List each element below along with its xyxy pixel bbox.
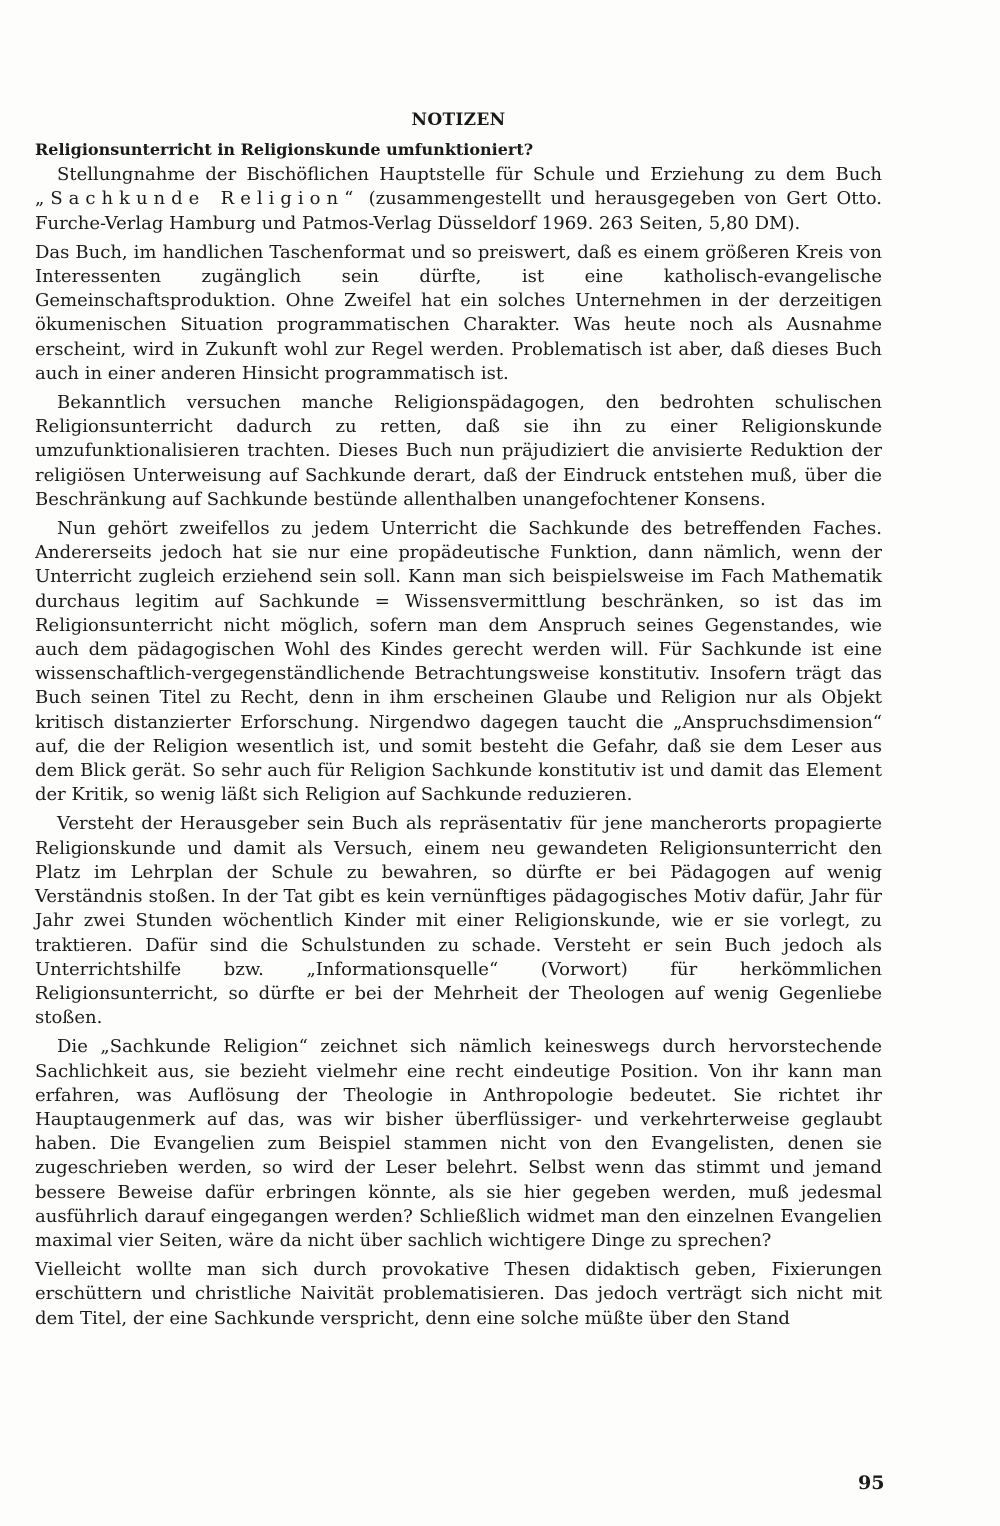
paragraph-6: Vielleicht wollte man sich durch provokative Thesen didaktisch geben, Fixierungen erschüttern und christliche Naivität problematisieren. Das jedoch verträgt sich nicht mit dem Titel, der eine Sachkunde verspricht, denn eine solche müßte über den Stand xyxy=(35,1259,882,1329)
paragraph-2: Bekanntlich versuchen manche Religionspädagogen, den bedrohten schulischen Religionsunterricht dadurch zu retten, daß sie ihn zu einer Religionskunde umzufunktionalisieren trachten. Dieses Buch nun präjudiziert die anvisierte Reduktion der religiösen Unterweisung auf Sachkunde derart, daß der Eindruck entstehen muß, über die Beschränkung auf Sachkunde bestünde allenthalben unangefochtener Konsens. xyxy=(35,392,882,510)
paragraph-1: Das Buch, im handlichen Taschenformat und so preiswert, daß es einem größeren Kreis von Interessenten zugänglich sein dürfte, ist eine katholisch-evangelische Gemeinschaftsproduktion. Ohne Zweifel hat ein solches Unternehmen in der derzeitigen ökumenischen Situation programmatischen Charakter. Was heute noch als Ausnahme erscheint, wird in Zukunft wohl zur Regel werden. Problematisch ist aber, daß dieses Buch auch in einer anderen Hinsicht programmatisch ist. xyxy=(35,241,882,384)
article-title: Religionsunterricht in Religionskunde umfunktioniert? xyxy=(35,140,534,160)
paragraph-3: Nun gehört zweifellos zu jedem Unterricht die Sachkunde des betreffenden Faches. Andererseits jedoch hat sie nur eine propädeutische Funktion, dann nämlich, wenn der Unterricht zugleich erziehend sein soll. Kann man sich beispielsweise im Fach Mathematik durchaus legitim auf Sachkunde = Wissensvermittlung beschränken, so ist das im Religionsunterricht nicht möglich, sofern man dem Anspruch seines Gegenstandes, wie auch dem pädagogischen Wohl des Kindes gerecht werden will. Für Sachkunde ist eine wissenschaftlich-vergegenständlichende Betrachtungsweise konstitutiv. Insofern trägt das Buch seinen Titel zu Recht, denn in ihm erscheinen Glaube und Religion nur als Objekt kritisch distanzierter Erforschung. Nirgendwo dagegen taucht die „Anspruchsdimension“ auf, die der Religion wesentlich ist, und somit besteht die Gefahr, daß sie dem Leser aus dem Blick gerät. So sehr auch für Religion Sachkunde konstitutiv ist und damit das Element der Kritik, so wenig läßt sich Religion auf Sachkunde reduzieren. xyxy=(35,518,882,806)
paragraph-4: Versteht der Herausgeber sein Buch als repräsentativ für jene mancherorts propagierte Religionskunde und damit als Versuch, einem neu gewandeten Religionsunterricht den Platz im Lehrplan der Schule zu bewahren, so dürfte er bei Pädagogen auf wenig Verständnis stoßen. In der Tat gibt es kein vernünftiges pädagogisches Motiv dafür, Jahr für Jahr zwei Stunden wöchentlich Kinder mit einer Religionskunde, wie er sie vorlegt, zu traktieren. Dafür sind die Schulstunden zu schade. Versteht er sein Buch jedoch als Unterrichtshilfe bzw. „Informationsquelle“ (Vorwort) für herkömmlichen Religionsunterricht, so dürfte er bei der Mehrheit der Theologen auf wenig Gegenliebe stoßen. xyxy=(35,813,882,1029)
intro-lead: Stellungnahme der Bischöflichen Hauptstelle für Schule und Erziehung zu dem Buch xyxy=(57,164,882,186)
book-title: „Sachkunde Religion“ xyxy=(35,188,360,210)
paragraph-5: Die „Sachkunde Religion“ zeichnet sich nämlich keineswegs durch hervorstechende Sachlichkeit aus, sie bezieht vielmehr eine recht eindeutige Position. Von ihr kann man erfahren, was Auflösung der Theologie in Anthropologie bedeutet. Sie richtet ihr Hauptaugenmerk auf das, was wir bisher überflüssiger- und verkehrterweise geglaubt haben. Die Evangelien zum Beispiel stammen nicht von den Evangelisten, denen sie zugeschrieben werden, so wird der Leser belehrt. Selbst wenn das stimmt und jemand bessere Beweise dafür erbringen könnte, als sie hier gegeben werden, muß jedesmal ausführlich darauf eingegangen werden? Schließlich widmet man den einzelnen Evangelien maximal vier Seiten, wäre da nicht über sachlich wichtigere Dinge zu sprechen? xyxy=(35,1036,882,1251)
page-content xyxy=(35,108,882,1336)
page-number: 95 xyxy=(858,1472,885,1494)
section-heading: NOTIZEN xyxy=(411,110,506,130)
intro-rest: (zusammengestellt und herausgegeben von Gert Otto. Furche-Verlag Hamburg und Patmos-Verlag Düsseldorf 1969. 263 Seiten, 5,80 DM). xyxy=(35,188,882,234)
intro-paragraph xyxy=(35,163,882,236)
